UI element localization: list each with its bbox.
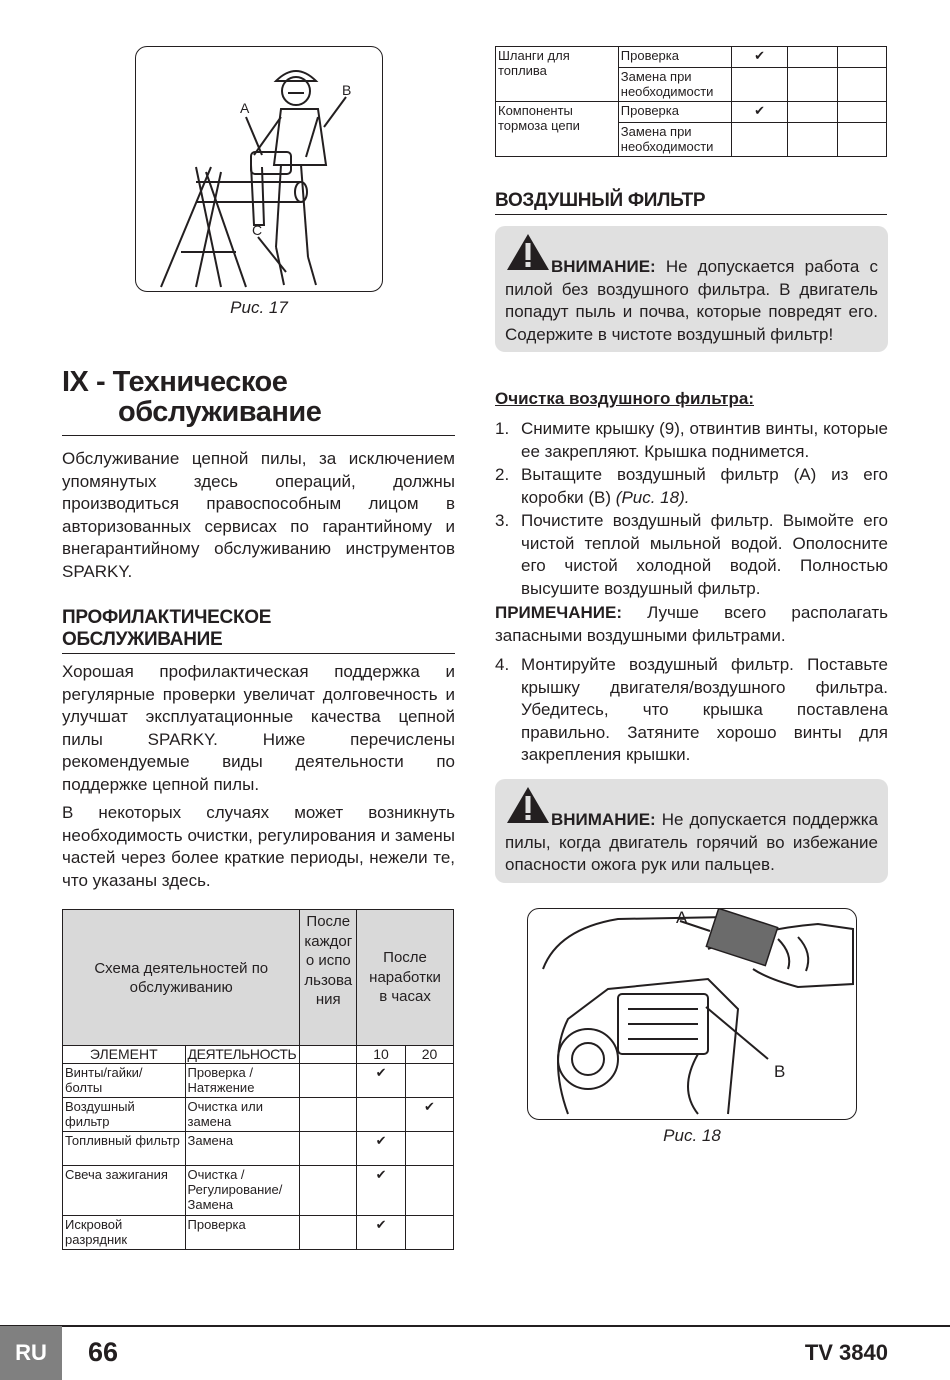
table-row: Топливный фильтр Замена ✔ (63, 1132, 454, 1166)
check-icon: ✔ (357, 1216, 406, 1250)
list-item: 3. Почистите воздушный фильтр. Вымойте его чистой теплой мыльной водой. Ополосните его чистой холодной водой. Полностью высушите воздушный фильтр. (495, 511, 888, 598)
table-header-after-each: После каждого использования (300, 910, 357, 1046)
cleaning-steps (495, 418, 888, 601)
cleaning-step-4 (495, 654, 888, 768)
check-icon: ✔ (406, 1098, 454, 1132)
air-filter-heading: ВОЗДУШНЫЙ ФИЛЬТР (495, 190, 887, 215)
table-row: Свеча зажигания Очистка / Регулирование/ Замена ✔ (63, 1166, 454, 1216)
check-icon: ✔ (357, 1064, 406, 1098)
table-header-after-hours: После наработки в часах (357, 910, 454, 1046)
preventive-paragraph-1: Хорошая профилактическая поддержка и регулярные проверки увеличат долговечность и улучшат эксплуатационные качества цепной пилы SPARKY. Ниже перечислены рекомендуемые виды деятельности по поддержке цепной пилы. (62, 662, 455, 794)
warning-box-1: ВНИМАНИЕ: Не допускается работа с пилой без воздушного фильтра. В двигатель попадут пыль и почва, которые повредят его. Содержите в чистоте воздушный фильтр! (495, 226, 888, 352)
col-activity: ДЕЯТЕЛЬНОСТЬ (185, 1046, 300, 1064)
check-icon: ✔ (731, 102, 788, 123)
fig18-label-b: B (774, 1062, 786, 1081)
maintenance-table-continued (495, 46, 887, 157)
warning-icon (505, 785, 551, 832)
model-name: TV 3840 (804, 1340, 888, 1365)
fig17-label-a: A (240, 100, 250, 116)
chainsaw-operator-illustration (136, 47, 383, 292)
check-icon: ✔ (731, 47, 788, 68)
figure-18 (527, 908, 857, 1120)
col-10: 10 (357, 1046, 406, 1064)
fig17-label-c: C (252, 222, 263, 238)
footer-divider (0, 1325, 950, 1327)
section-title (62, 367, 455, 436)
table-header-scheme: Схема деятельностей по обслуживанию (63, 910, 300, 1046)
maintenance-table (62, 909, 454, 1250)
fig17-label-b: B (342, 82, 352, 98)
preventive-heading: ПРОФИЛАКТИЧЕСКОЕ ОБСЛУЖИВАНИЕ (62, 607, 455, 654)
cleaning-heading: Очистка воздушного фильтра: (495, 389, 754, 408)
page-number: 66 (88, 1337, 119, 1367)
col-20: 20 (406, 1046, 454, 1064)
check-icon: ✔ (357, 1132, 406, 1166)
table-row: Воздушный фильтр Очистка или замена ✔ (63, 1098, 454, 1132)
warning-box-2: ВНИМАНИЕ: Не допускается поддержка пилы, когда двигатель горячий во избежание опасности ожога рук или пальцев. (495, 779, 888, 883)
col-element: ЭЛЕМЕНТ (63, 1046, 186, 1064)
table-row: Шланги для топлива Проверка ✔ (496, 47, 887, 68)
list-item: 1. Снимите крышку (9), отвинтив винты, которые ее закрепляют. Крышка поднимется. (495, 419, 888, 461)
table-row: Искровой разрядник Проверка ✔ (63, 1216, 454, 1250)
table-row: Замена при необходимости (496, 68, 887, 102)
language-badge: RU (0, 1326, 62, 1380)
figure-17 (135, 46, 383, 292)
table-row: Винты/гайки/ болты Проверка / Натяжение ✔ (63, 1064, 454, 1098)
fig18-label-a: A (676, 909, 688, 927)
list-item: 4. Монтируйте воздушный фильтр. Поставьте крышку двигателя/воздушного фильтра. Убедитесь, что крышка поставлена правильно. Затяните хорошо винты для закрепления крышки. (495, 655, 888, 764)
check-icon: ✔ (357, 1166, 406, 1216)
preventive-paragraph-2: В некоторых случаях может возникнуть необходимость очистки, регулирования и замены частей через более краткие периоды, нежели те, что указаны здесь. (62, 803, 455, 890)
table-row: Замена при необходимости (496, 123, 887, 157)
intro-paragraph: Обслуживание цепной пилы, за исключением упомянутых здесь операций, должны производиться правоспособным лицом в авторизованных сервисах по гарантийному и внегарантийному обслуживанию инструментов SPARKY. (62, 449, 455, 581)
fig17-caption: Рис. 17 (230, 298, 288, 317)
fig18-caption: Рис. 18 (663, 1126, 721, 1145)
section-title-line2: обслуживание (118, 396, 322, 428)
warning-icon (505, 232, 551, 279)
table-row: Компоненты тормоза цепи Проверка ✔ (496, 102, 887, 123)
section-title-line1: IX - Техническое (62, 366, 288, 398)
air-filter-illustration (528, 909, 857, 1120)
note-paragraph: ПРИМЕЧАНИЕ: Лучше всего располагать запасными воздушными фильтрами. (495, 603, 888, 645)
list-item: 2. Вытащите воздушный фильтр (A) из его коробки (B) (Рис. 18). (495, 465, 888, 507)
